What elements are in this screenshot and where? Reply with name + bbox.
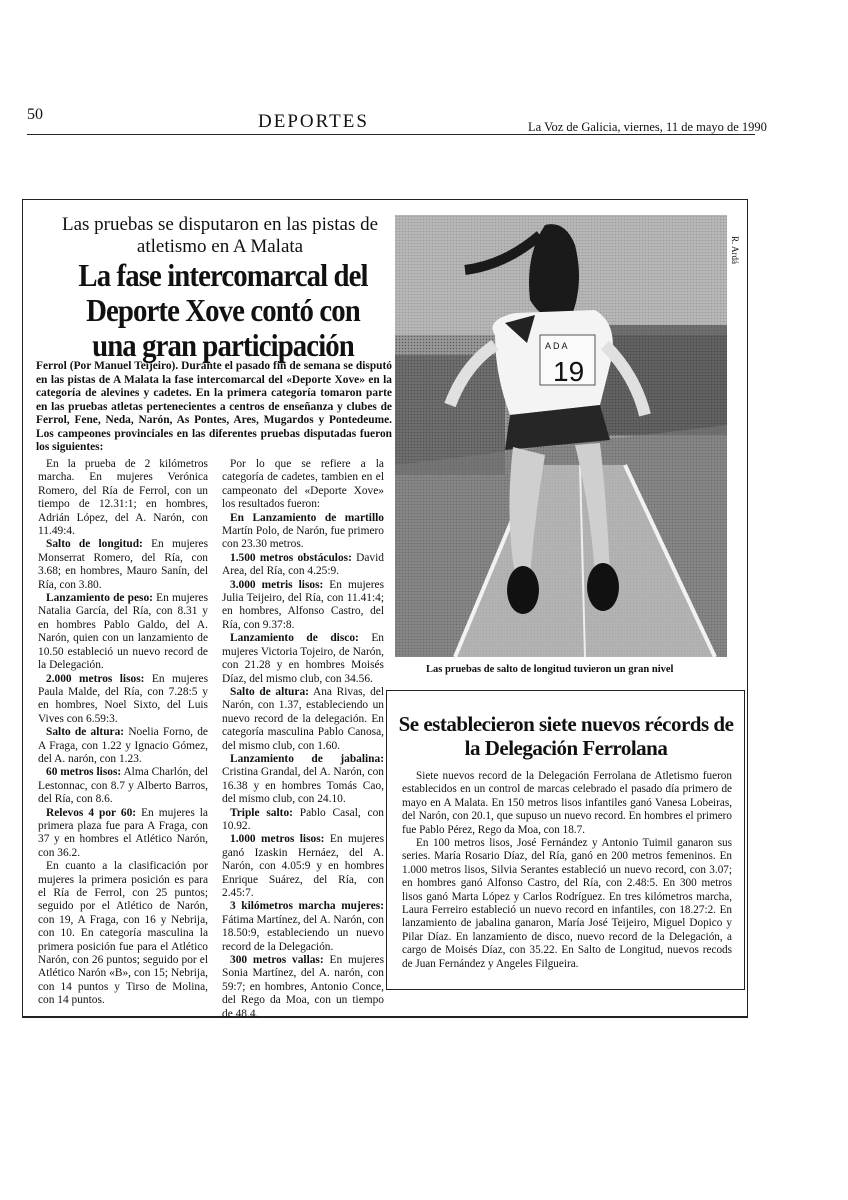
paragraph: Salto de altura: Ana Rivas, del Narón, con 1.37, estableciendo un nuevo record de la delegación. En categoría masculina Pablo Canosa, del mismo club, con 1.60. bbox=[222, 685, 384, 752]
article-lead: Ferrol (Por Manuel Teijeiro). Durante el pasado fin de semana se disputó en las pistas de A Malata la fase intercomarcal del «Deporte Xove» en la categoría de alevines y cadetes. En la primera categoría tomaron parte en las pruebas atletas pertenecientes a centros de enseñanza y clubes de Ferrol, Fene, Neda, Narón, As Pontes, Ares, Mugardos y Pontedeume. Los campeones provinciales en las diferentes pruebas disputadas fueron los siguientes: bbox=[36, 360, 392, 453]
photo-caption: Las pruebas de salto de longitud tuvieron un gran nivel bbox=[426, 664, 674, 675]
paragraph: 1.500 metros obstáculos: David Area, del Ría, con 4.25:9. bbox=[222, 551, 384, 578]
paragraph: Relevos 4 por 60: En mujeres la primera plaza fue para A Fraga, con 37 y en hombres el Atlético Narón, con 36.2. bbox=[38, 806, 208, 859]
paragraph: Por lo que se refiere a la categoría de cadetes, tambien en el campeonato del «Deporte Xove» los resultados fueron: bbox=[222, 458, 384, 511]
paragraph: En la prueba de 2 kilómetros marcha. En mujeres Verónica Romero, del Ría de Ferrol, con un tiempo de 12.31:1; en hombres, Adrián López, del A. Narón, con 11.49:4. bbox=[38, 458, 208, 538]
sidebar-headline: Se establecieron siete nuevos récords de la Delegación Ferrolana bbox=[398, 712, 734, 760]
masthead-date: La Voz de Galicia, viernes, 11 de mayo de 1990 bbox=[528, 120, 767, 134]
paragraph: 1.000 metros lisos: En mujeres ganó Izaskin Hernáez, del A. Narón, con 4.05:9 y en hombres Enrique Suárez, del Ría, con 2.45:7. bbox=[222, 833, 385, 899]
paragraph: En cuanto a la clasificación por mujeres la primera posición es para el Ría de Ferrol, con 25 puntos; seguido por el Atlético de Narón, con 19, A Fraga, con 16 y Nebrija, con 10. En categoría masculina la primera posición fue para el Atlético Narón, con 26 puntos; seguido por el Atlético Narón «B», con 15; Nebrija, con 14 puntos y Tirso de Molina, con 14 puntos. bbox=[38, 860, 208, 1007]
header-rule bbox=[27, 134, 755, 135]
long-jump-photo bbox=[395, 215, 727, 657]
article-frame-bottom-rule bbox=[22, 1016, 748, 1018]
paragraph: 60 metros lisos: Alma Charlón, del Lestonnac, con 8.7 y Alberto Barros, del Ría, con 8.6. bbox=[38, 766, 208, 806]
page-number: 50 bbox=[27, 106, 43, 123]
paragraph: Salto de altura: Noelia Forno, de A Fraga, con 1.22 y Ignacio Gómez, del A. narón, con 1.23. bbox=[38, 726, 208, 765]
paragraph: En Lanzamiento de martillo Martín Polo, de Narón, fue primero con 23.30 metros. bbox=[222, 511, 384, 551]
section-title: DEPORTES bbox=[258, 111, 369, 132]
paragraph: Salto de longitud: En mujeres Monserrat Romero, del Ría, con 3.68; en hombres, Mauro Sanín, del Ría, con 3.80. bbox=[38, 538, 208, 591]
paragraph: Lanzamiento de disco: En mujeres Victoria Tojeiro, de Narón, con 21.28 y en hombres Moisés Díaz, del mismo club, con 34.56. bbox=[222, 632, 384, 685]
paragraph: Lanzamiento de jabalina: Cristina Grandal, del A. Narón, con 16.38 y en hombres Tomás Cao, del mismo club, con 24.10. bbox=[222, 752, 384, 806]
paragraph: Triple salto: Pablo Casal, con 10.92. bbox=[222, 806, 384, 832]
paragraph: 2.000 metros lisos: En mujeres Paula Malde, del Ría, con 7.28:5 y en hombres, Noel Sixto, del Luis Vives con 6.59:3. bbox=[38, 672, 209, 725]
article-headline: La fase intercomarcal del Deporte Xove contó con una gran participación bbox=[78, 257, 368, 363]
paragraph: Lanzamiento de peso: En mujeres Natalia García, del Ría, con 8.31 y en hombres Pablo Galdo, del A. Narón, quien con un lanzamiento de 10.50 estableció un nuevo record de la Delegación. bbox=[38, 592, 208, 672]
article-column-left bbox=[38, 458, 208, 1008]
paragraph: En 100 metros lisos, José Fernández y Antonio Tuimil ganaron sus series. María Rosario Díaz, del Ría, ganó en 200 metros femeninos. En 1.000 metros lisos, Silvia Serantes estableció un nuevo record, con 3.07; en hombres ganó Alfonso Castro, del Ría, con 2.48:5. En 300 metros lisos ganó Marta López y Carlos Rodríguez. En tres kilómetros marcha, Laura Ferreiro estableció un nuevo record en infantiles, con 18.27:2. En lanzamiento de jabalina ganaron, María José Teijeiro, Miguel Dopico y Pilar Díaz. En lanzamiento de disco, nuevo record de la Delegación, a cargo de Moisés Díaz, con 35.22. En Salto de Longitud, nuevos recods de Juan Fernández y Angeles Filgueira. bbox=[402, 837, 732, 970]
paragraph: 3 kilómetros marcha mujeres: Fátima Martínez, del A. Narón, con 18.50:9, estableciendo un nuevo record de la Delegación. bbox=[222, 900, 384, 953]
sidebar-body bbox=[402, 770, 732, 971]
article-column-middle bbox=[222, 458, 384, 1021]
article-kicker: Las pruebas se disputaron en las pistas de atletismo en A Malata bbox=[61, 214, 379, 257]
bib-number: 19 bbox=[553, 356, 585, 387]
bib-label: A D A bbox=[545, 341, 568, 351]
paragraph: 300 metros vallas: En mujeres Sonia Martínez, del A. narón, con 59:7; en hombres, Antonio Conce, del Rego da Moa, con un tiempo de 48.4. bbox=[222, 954, 384, 1020]
photo-credit: R. Ardá bbox=[730, 236, 740, 264]
paragraph: Siete nuevos record de la Delegación Ferrolana de Atletismo fueron establecidos en un control de marcas celebrado el pasado día primero de mayo en A Malata. En 150 metros lisos infantiles ganó Vanesa Lobeiras, del Narón, con 20.1, que supuso un nuevo record. En hombres el primero fue Pablo Pérez, Rego da Moa, con 18.7. bbox=[402, 770, 732, 836]
paragraph: 3.000 metris lisos: En mujeres Julia Teijeiro, del Ría, con 11.41:4; en hombres, Alfonso Castro, del Ría, con 9.37:8. bbox=[222, 578, 384, 631]
photo-illustration bbox=[395, 215, 727, 657]
